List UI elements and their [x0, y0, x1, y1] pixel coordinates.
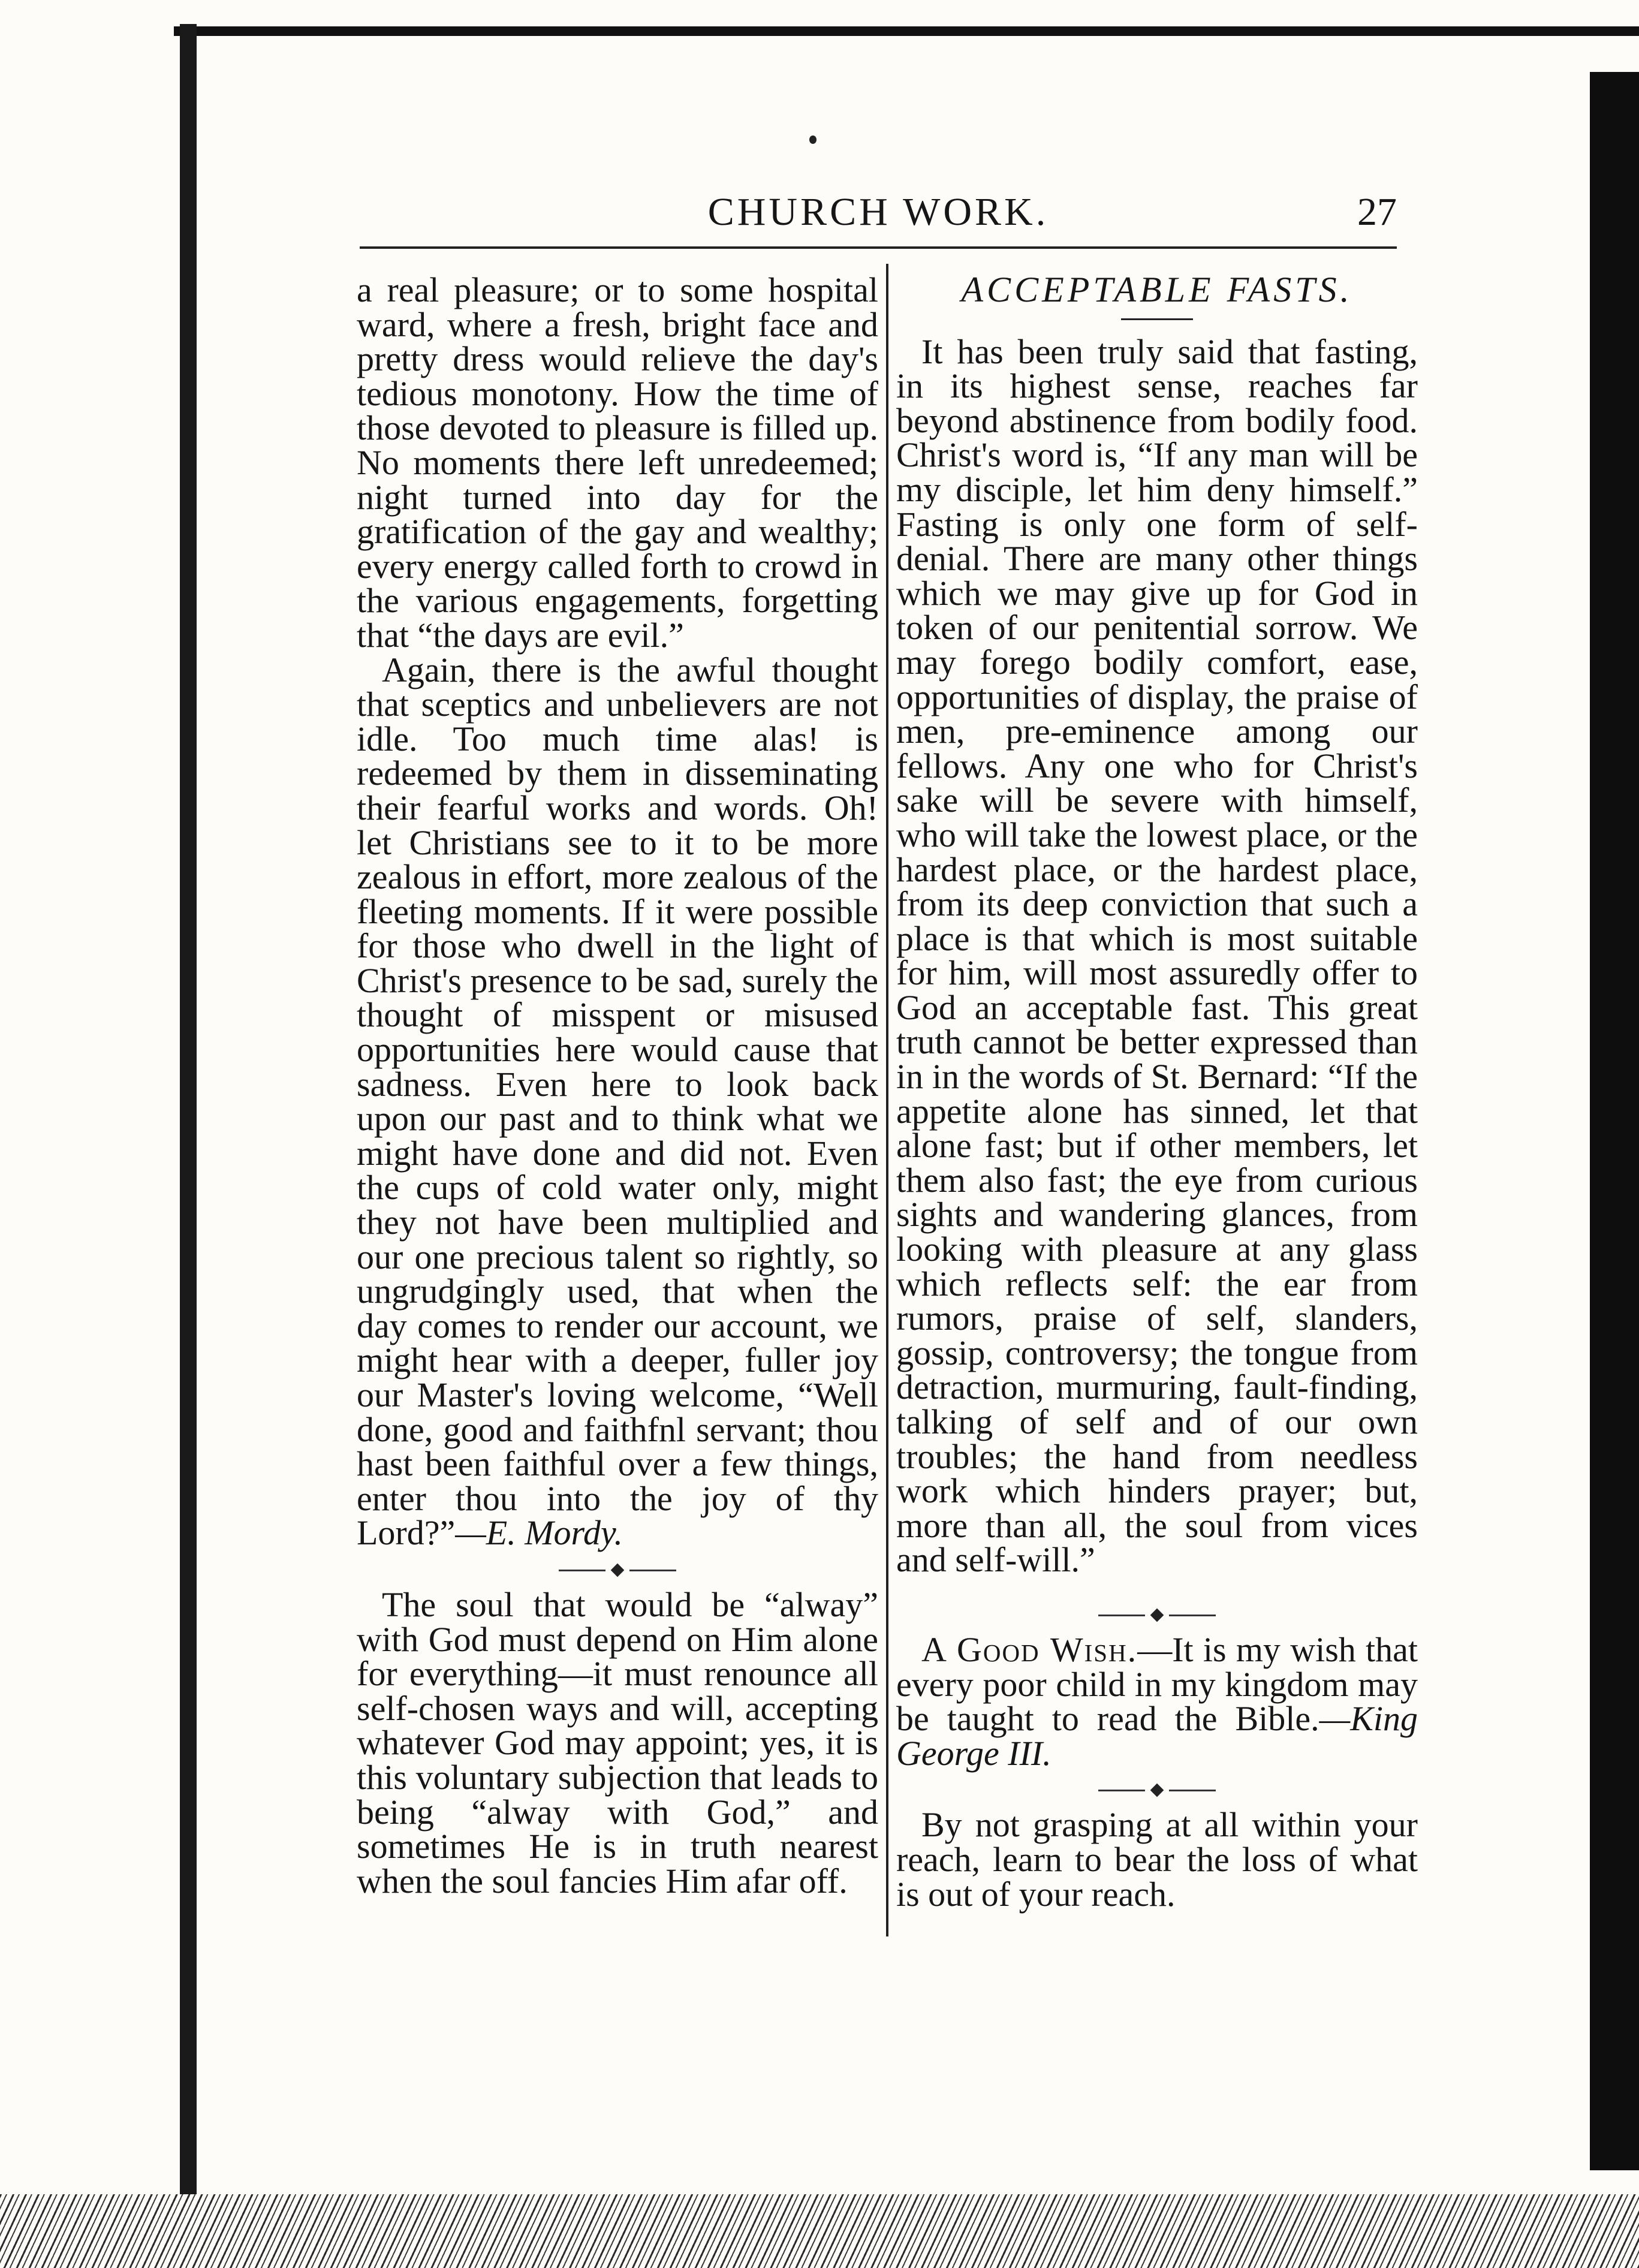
left-paragraph-2 [357, 650, 878, 1553]
page-frame-top [174, 26, 1639, 36]
left-paragraph-2-text: Again, there is the awful thought that sceptics and unbelievers are not idle. Too much time alas! is redeemed by them in disseminating their fearful works and words. Oh! let Christians see to it to be more zealous in effort, more zealous of the fleeting moments. If it were possible for those who dwell in the light of Christ's presence to be sad, surely the thought of misspent or misused opportunities here would cause that sadness. Even here to look back upon our past and to think what we might have done and did not. Even the cups of cold water only, might they not have been multiplied and our one precious talent so rightly, so ungrudgingly used, that when the day comes to render our account, we might hear with a deeper, fuller joy our Master's loving welcome, “Well done, good and faithfnl servant; thou hast been faithful over a few things, enter thou into the joy of thy Lord?” [357, 650, 878, 1553]
good-wish-attribution: —King George III. [896, 1699, 1418, 1773]
section-separator [896, 1595, 1418, 1633]
article-title: ACCEPTABLE FASTS. [961, 270, 1353, 309]
scan-edge-noise [0, 2194, 1639, 2268]
running-head [360, 180, 1397, 252]
left-paragraph-1: a real pleasure; or to some hospital ward, where a fresh, bright face and pretty dress would relieve the day's tedious monotony. How the time of those devoted to pleasure is filled up. No moments there left unredeemed; night turned into day for the gratification of the gay and wealthy; every energy called forth to crowd in the various engagements, forgetting that “the days are evil.” [357, 270, 878, 655]
closing-paragraph: By not grasping at all within your reach, learn to bear the loss of what is out of your reach. [896, 1805, 1418, 1914]
left-paragraph-3: The soul that would be “alway” with God must depend on Him alone for everything—it must renounce all self-chosen ways and will, accepting whatever God may appoint; yes, it is this voluntary subjection that leads to being “alway with God,” and sometimes He is in truth nearest when the soul fancies Him afar off. [357, 1585, 878, 1900]
ink-dot [809, 135, 817, 144]
good-wish-heading: A Good Wish. [921, 1630, 1138, 1669]
header-rule [360, 246, 1397, 249]
column-divider [886, 264, 888, 1936]
page-number: 27 [1357, 190, 1397, 234]
good-wish-text: —It is my wish that every poor child in my kingdom may be taught to read the Bible. [896, 1630, 1418, 1739]
left-column [357, 270, 878, 1900]
section-separator [896, 1770, 1418, 1808]
article-body: It has been truly said that fasting, in its highest sense, reaches far beyond abstinence from bodily food. Christ's word is, “If any man will be my disciple, let him deny himself.” Fasting is only one form of self-denial. There are many other things which we may give up for God in token of our penitential sorrow. We may forego bodily comfort, ease, opportunities of display, the praise of men, pre-eminence among our fellows. Any one who for Christ's sake will be severe with himself, who will take the lowest place, or the hardest place, or the hardest place, from its deep conviction that such a place is that which is most suitable for him, will most assuredly offer to God an acceptable fast. This great truth cannot be better expressed than in in the words of St. Bernard: “If the appetite alone has sinned, let that alone fast; but if other members, let them also fast; the eye from curious sights and wandering glances, from looking with pleasure at any glass which reflects self: the ear from rumors, praise of self, slanders, gossip, controversy; the tongue from detraction, murmuring, fault-finding, talking of self and of our own troubles; the hand from needless work which hinders prayer; but, more than all, the soul from vices and self-will.” [896, 332, 1418, 1580]
right-column [896, 270, 1418, 1914]
good-wish-paragraph [896, 1630, 1418, 1773]
section-separator [357, 1550, 878, 1588]
title-rule [1121, 318, 1193, 320]
page-title: CHURCH WORK. [707, 190, 1049, 234]
page-frame-right [1590, 72, 1639, 2170]
page-frame-left [180, 24, 197, 2194]
left-paragraph-2-attribution: —E. Mordy. [455, 1513, 623, 1553]
